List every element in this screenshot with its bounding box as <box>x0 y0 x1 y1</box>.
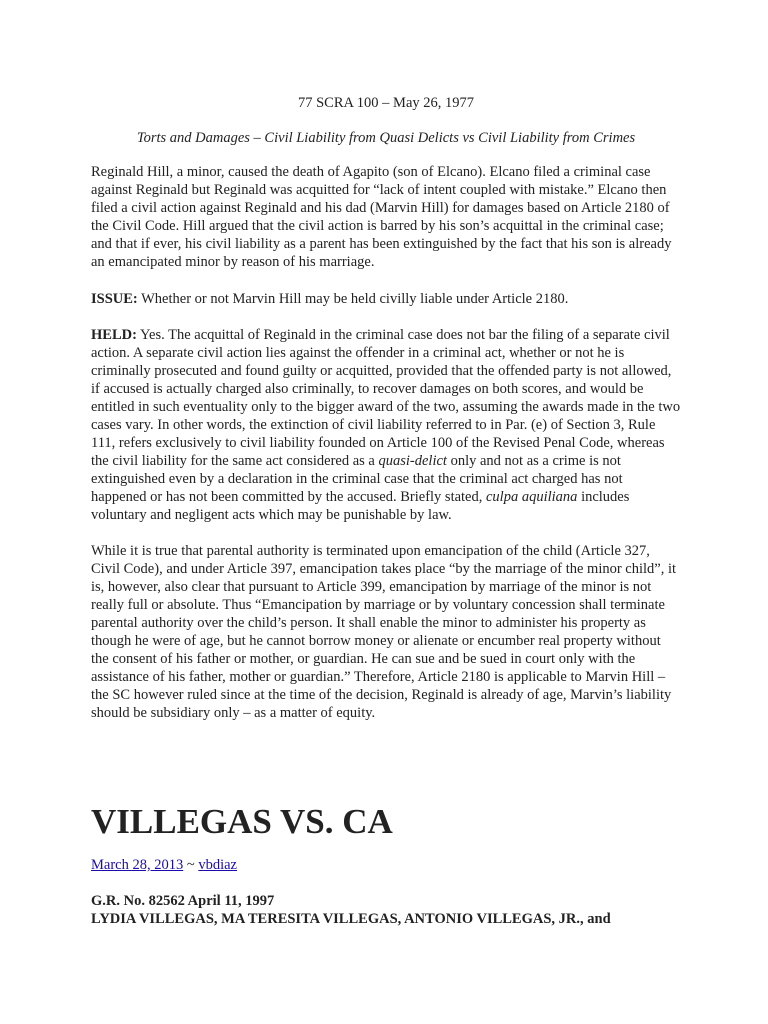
held-term-culpa-aquiliana: culpa aquiliana <box>486 489 578 505</box>
held-paragraph <box>91 326 681 524</box>
case-parties: LYDIA VILLEGAS, MA TERESITA VILLEGAS, ANTONIO VILLEGAS, JR., and <box>91 911 611 927</box>
gr-number: G.R. No. 82562 April 11, 1997 <box>91 893 275 909</box>
facts-paragraph: Reginald Hill, a minor, caused the death of Agapito (son of Elcano). Elcano filed a criminal case against Reginald but Reginald was acquitted for “lack of intent coupled with mistake.” Elcano then filed a civil action against Reginald and his dad (Marvin Hill) for damages based on Article 2180 of the Civil Code. Hill argued that the civil action is barred by his son’s acquittal in the criminal case; and that if ever, his civil liability as a parent has been extinguished by the fact that his son is already an emancipated minor by reason of his marriage. <box>91 164 672 270</box>
held-label: HELD: <box>91 327 137 343</box>
discussion-paragraph: While it is true that parental authority is terminated upon emancipation of the child (Article 327, Civil Code), and under Article 397, emancipation takes place “by the marriage of the minor child”, it is, however, also clear that pursuant to Article 399, emancipation by marriage of the minor is not really full or absolute. Thus “Emancipation by marriage or by voluntary concession shall terminate parental authority over the child’s person. It shall enable the minor to administer his property as though he were of age, but he cannot borrow money or alienate or encumber real property without the consent of his father or mother, or guardian. He can sue and be sued in court only with the assistance of his father, mother or guardian.” Therefore, Article 2180 is applicable to Marvin Hill – the SC however ruled since at the time of the decision, Reginald is already of age, Marvin’s liability should be subsidiary only – as a matter of equity. <box>91 543 677 721</box>
post-meta <box>91 856 681 874</box>
case-citation: 77 SCRA 100 – May 26, 1977 <box>297 95 475 111</box>
held-text-part2: only and not as a crime is not extinguished even by a declaration in the criminal case that the criminal act charged has not happened or has not been committed by the accused. Briefly stated, <box>91 453 623 505</box>
post-date-link[interactable]: March 28, 2013 <box>91 857 184 873</box>
issue-paragraph <box>91 290 681 308</box>
case-title: VILLEGAS VS. CA <box>91 802 393 841</box>
held-term-quasi-delict: quasi-delict <box>378 453 447 469</box>
held-text-part1: Yes. The acquittal of Reginald in the criminal case does not bar the filing of a separate civil action. A separate civil action lies against the offender in a criminal act, whether or not he is criminally prosecuted and found guilty or acquitted, provided that the offended party is not allowed, if accused is actually charged also criminally, to recover damages on both scores, and would be entitled in such eventuality only to the bigger award of the two, assuming the awards made in the two cases vary. In other words, the extinction of civil liability referred to in Par. (e) of Section 3, Rule 111, refers exclusively to civil liability founded on Article 100 of the Revised Penal Code, whereas the civil liability for the same act considered as a <box>91 327 681 469</box>
issue-label: ISSUE: <box>91 291 138 307</box>
meta-separator: ~ <box>183 857 199 873</box>
issue-text: Whether or not Marvin Hill may be held civilly liable under Article 2180. <box>137 291 569 307</box>
author-link[interactable]: vbdiaz <box>198 857 237 873</box>
case-subject: Torts and Damages – Civil Liability from Quasi Delicts vs Civil Liability from Crimes <box>136 130 636 146</box>
held-text-part3: includes voluntary and negligent acts which may be punishable by law. <box>91 489 630 523</box>
